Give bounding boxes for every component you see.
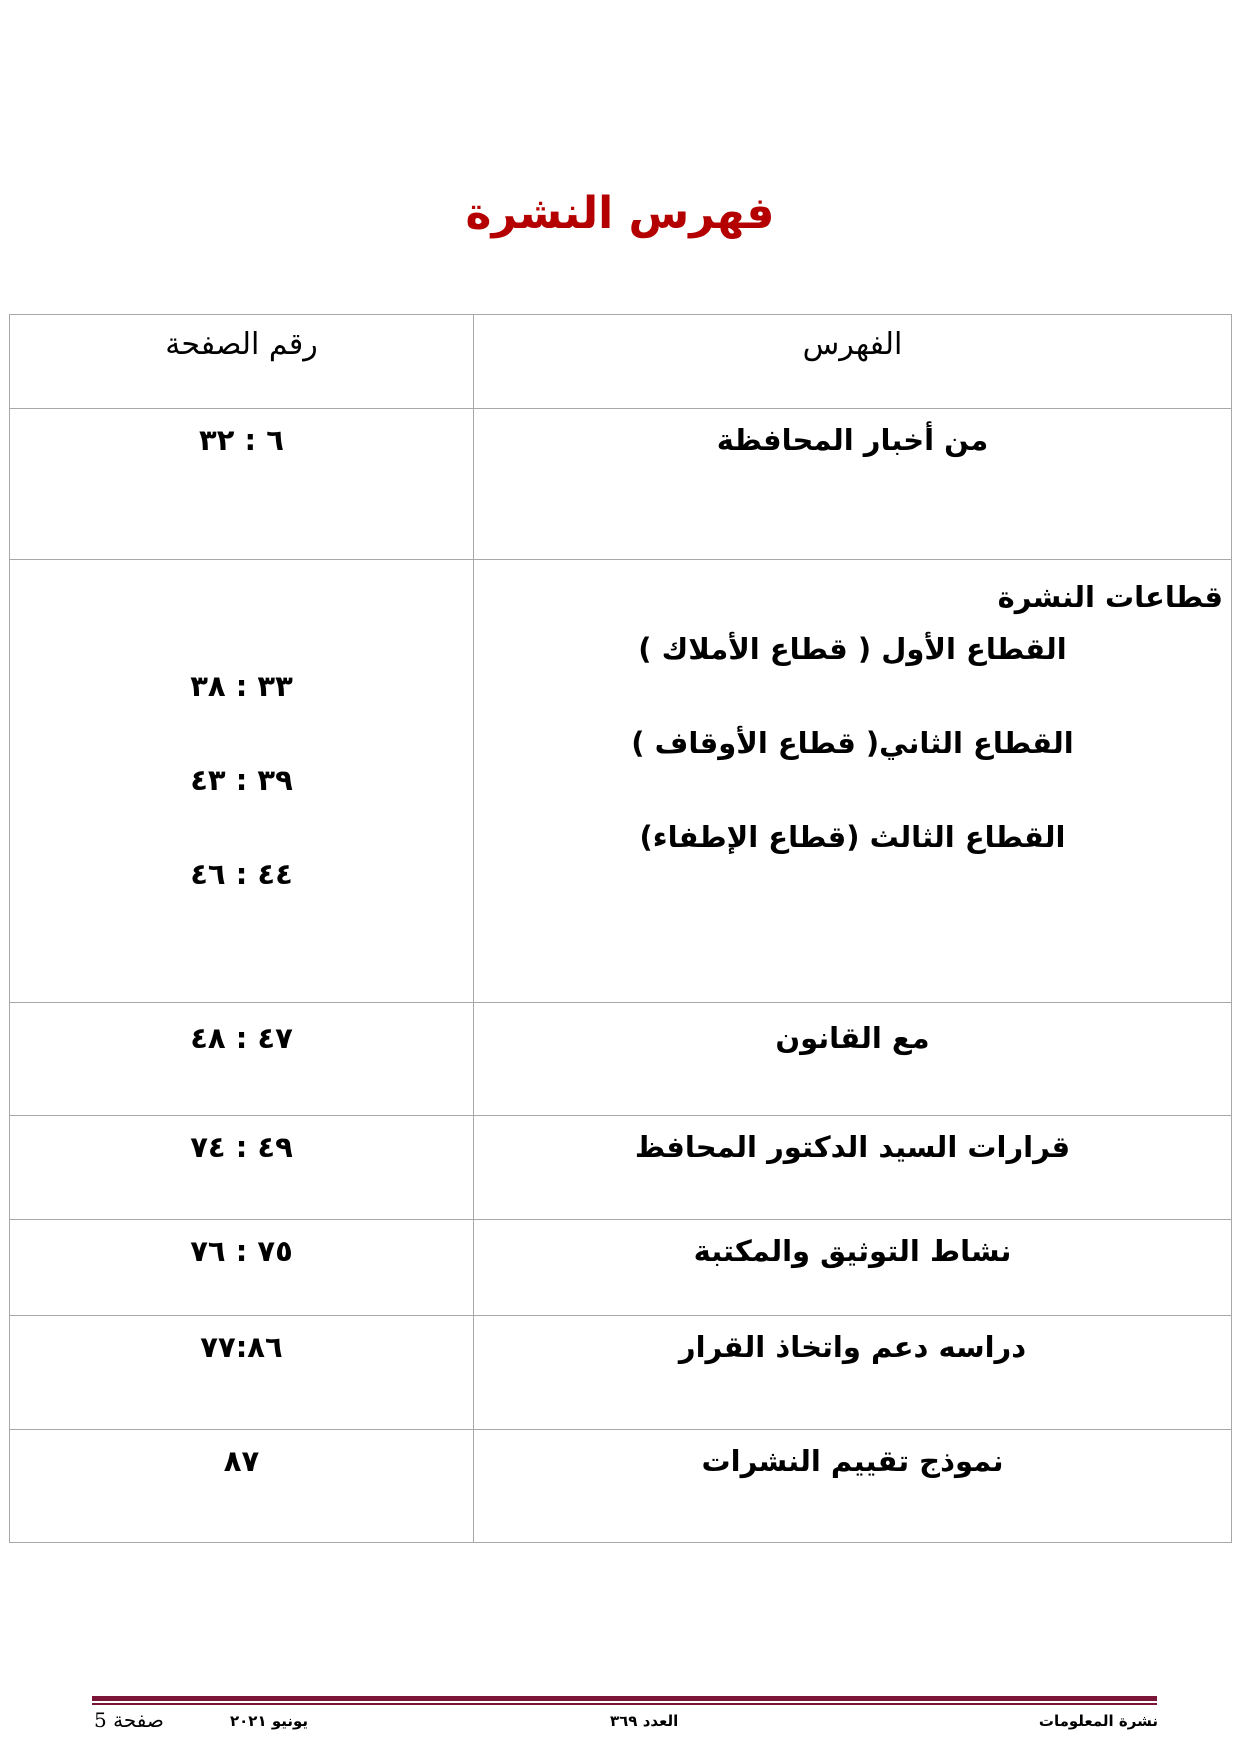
footer-issue: العدد ٣٦٩ xyxy=(610,1712,679,1730)
index-entry: قرارات السيد الدكتور المحافظ xyxy=(634,1130,1071,1164)
index-entry: نشاط التوثيق والمكتبة xyxy=(693,1234,1012,1268)
header-page-cell xyxy=(10,315,474,409)
table-row xyxy=(10,1116,1232,1220)
index-entry: القطاع الثاني( قطاع الأوقاف ) xyxy=(631,726,1074,760)
sectors-group-label: قطاعات النشرة xyxy=(997,580,1223,614)
table-row xyxy=(10,409,1232,560)
table-row xyxy=(10,1003,1232,1116)
header-page-number: رقم الصفحة xyxy=(165,327,318,362)
footer-publication: نشرة المعلومات xyxy=(1038,1712,1158,1730)
table-row xyxy=(10,1220,1232,1316)
footer-page-number: صفحة 5 xyxy=(94,1708,164,1732)
page-range: ٤٩ : ٧٤ xyxy=(190,1130,293,1164)
table-row-sectors xyxy=(10,560,1232,1003)
index-entry: مع القانون xyxy=(775,1021,930,1055)
index-entry: نموذج تقييم النشرات xyxy=(701,1444,1004,1478)
page-range: ٣٩ : ٤٣ xyxy=(190,763,293,797)
index-entry: دراسه دعم واتخاذ القرار xyxy=(678,1330,1027,1364)
page-range: ٦ : ٣٢ xyxy=(199,423,284,457)
index-entry: القطاع الأول ( قطاع الأملاك ) xyxy=(638,632,1067,666)
table-header-row xyxy=(10,315,1232,409)
page-range: ٧٧:٨٦ xyxy=(200,1330,283,1364)
header-index: الفهرس xyxy=(802,327,903,362)
index-entry: من أخبار المحافظة xyxy=(716,423,989,457)
page-range: ٤٤ : ٤٦ xyxy=(190,857,293,891)
page-title: فهرس النشرة xyxy=(465,188,775,239)
footer-date: يونيو ٢٠٢١ xyxy=(230,1712,309,1730)
page-range: ٧٥ : ٧٦ xyxy=(190,1234,293,1268)
index-table xyxy=(9,314,1232,1543)
header-index-cell xyxy=(474,315,1232,409)
table-row xyxy=(10,1430,1232,1543)
footer-divider xyxy=(92,1696,1157,1701)
footer-divider-thin xyxy=(92,1703,1157,1705)
page-range: ٨٧ xyxy=(223,1444,260,1478)
page-range: ٣٣ : ٣٨ xyxy=(190,669,293,703)
index-entry: القطاع الثالث (قطاع الإطفاء) xyxy=(639,820,1066,854)
sector-pages xyxy=(10,560,473,951)
page-range: ٤٧ : ٤٨ xyxy=(190,1021,293,1055)
sector-entries xyxy=(474,632,1231,914)
table-row xyxy=(10,1316,1232,1430)
